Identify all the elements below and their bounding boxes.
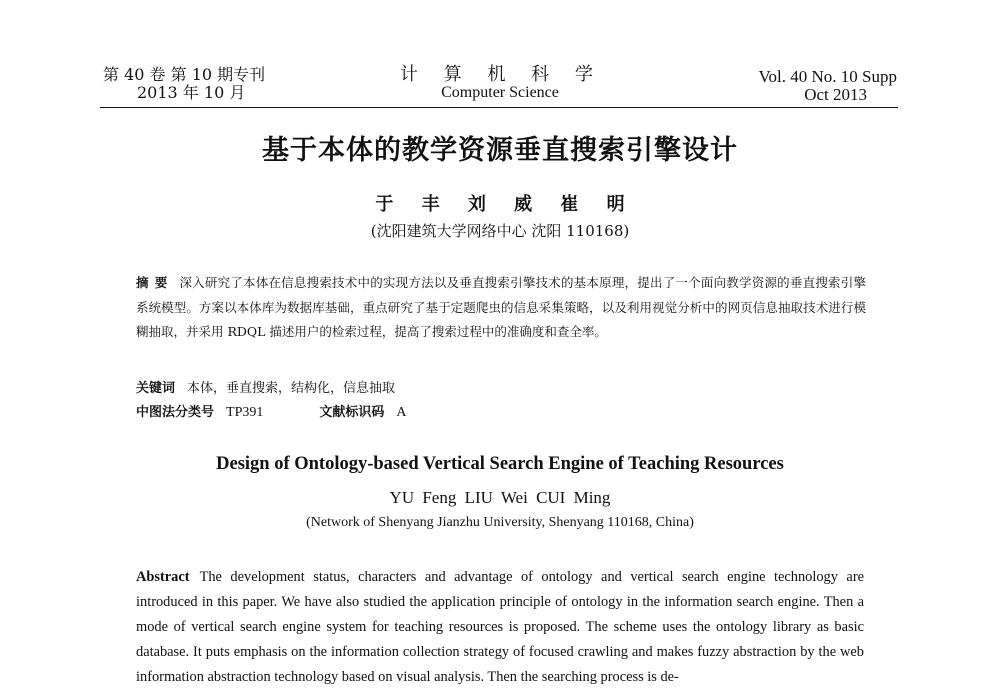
doc-code-value: A	[396, 405, 407, 420]
journal-name-en: Computer Science	[441, 84, 559, 101]
volume-header	[758, 68, 897, 104]
classification-line	[136, 401, 407, 421]
keywords-text-cn: 本体，垂直搜索，结构化，信息抽取	[187, 381, 396, 396]
keywords-label-cn: 关键词	[136, 381, 176, 396]
paper-title-en: Design of Ontology-based Vertical Search Engine of Teaching Resources	[216, 454, 784, 474]
journal-issue-cn: 第 40 卷 第 10 期专刊	[103, 65, 266, 84]
abstract-cn	[136, 271, 866, 345]
header-rule	[100, 107, 898, 108]
abstract-en	[136, 565, 864, 690]
authors-cn: 于 丰 刘 威 崔 明	[375, 194, 625, 215]
date-en: Oct 2013	[804, 85, 867, 104]
journal-name-cn: 计 算 机 科 学	[400, 64, 603, 85]
journal-issue-header	[103, 66, 265, 102]
class-label-cn: 中图法分类号	[136, 405, 215, 420]
class-value: TP391	[226, 405, 264, 420]
abstract-label-cn: 摘要	[136, 275, 174, 290]
journal-name-header	[400, 64, 603, 102]
date-cn: 2013 年 10 月	[137, 83, 246, 102]
affiliation-en: (Network of Shenyang Jianzhu University, Shenyang 110168, China)	[306, 515, 694, 530]
abstract-label-en: Abstract	[136, 569, 190, 585]
paper-title-cn: 基于本体的教学资源垂直搜索引擎设计	[262, 135, 738, 166]
authors-en: YU Feng LIU Wei CUI Ming	[389, 488, 611, 507]
abstract-text-cn: 深入研究了本体在信息搜索技术中的实现方法以及垂直搜索引擎技术的基本原理，提出了一个面向教学资源的垂直搜索引擎系统模型。方案以本体库为数据库基础，重点研究了基于定题爬虫的信息采集策略，以及利用视觉分析中的网页信息抽取技术进行模糊抽取，并采用 RDQL 描述用户的检索过程，提高了搜索过程中的准确度和查全率。	[136, 275, 866, 339]
keywords-cn	[136, 377, 395, 396]
doc-code-label-cn: 文献标识码	[319, 405, 385, 420]
affiliation-cn: (沈阳建筑大学网络中心 沈阳 110168)	[370, 222, 630, 240]
volume-en: Vol. 40 No. 10 Supp	[758, 67, 897, 86]
abstract-text-en: The development status, characters and advantage of ontology and vertical search engine technology are introduced in this paper. We have also studied the application principle of ontology in the information search engine. Then a mode of vertical search engine system for teaching resources is proposed. The scheme uses the ontology library as basic database. It puts emphasis on the information collection strategy of focused crawling and makes fuzzy abstraction by the web information abstraction technology based on visual analysis. Then the searching process is de-	[136, 569, 864, 685]
